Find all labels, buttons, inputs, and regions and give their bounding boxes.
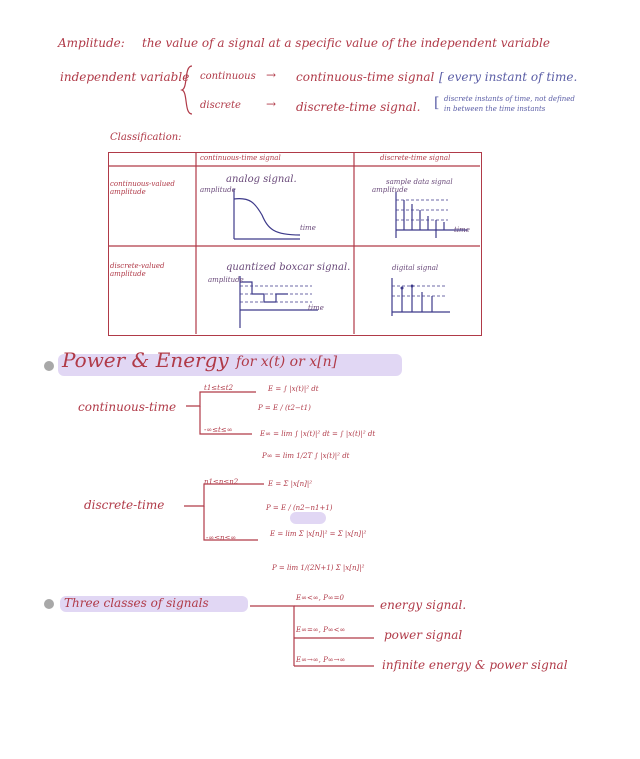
discrete-note-1: discrete instants of time, not defined [444,95,575,103]
classification-title: Classification: [110,132,182,143]
arrow-icon: → [266,68,277,82]
digital-signal-label: digital signal [392,264,439,272]
row-header-continuous: continuous-valued amplitude [110,180,175,196]
arrow-icon-2: → [266,97,277,111]
class-condition-3: E∞→∞, P∞→∞ [296,656,346,664]
digital-signal-plot [386,276,466,326]
sample-data-signal-label: sample data signal [386,178,453,186]
d-energy-2: E = lim Σ |x[n]|² = Σ |x[n]|² [270,530,367,538]
quantized-amplitude-label: amplitude [208,276,244,284]
amplitude-axis-label: amplitude [200,186,236,194]
class-type-3: infinite energy & power signal [382,658,568,672]
bullet-icon [44,361,54,371]
power-energy-title: Power & Energy [62,348,229,372]
class-type-2: power signal [384,628,463,642]
continuous-label: continuous [200,71,256,82]
sampled-time-label: time [454,226,470,234]
class-condition-2: E∞=∞, P∞<∞ [296,626,346,634]
discrete-time-label: discrete-time [84,498,165,512]
discrete-branch-lines [184,476,274,586]
discrete-time-signal: discrete-time signal. [296,100,421,114]
continuous-note: [ every instant of time. [439,70,578,84]
independent-variable-label: independent variable [60,70,190,84]
d-power-2: P = lim 1/(2N+1) Σ |x[n]|² [272,564,365,572]
d-power-1: P = E / (n2−n1+1) [266,504,333,512]
amplitude-label: Amplitude: [58,36,125,50]
d-range-2: -∞≤n≤∞ [206,534,237,542]
col-header-continuous: continuous-time signal [200,154,281,162]
bullet-icon-2 [44,599,54,609]
highlight-denominator [290,512,326,524]
amplitude-definition: the value of a signal at a specific value of the independent variable [142,36,550,50]
three-classes-title: Three classes of signals [64,596,209,610]
analog-signal-label: analog signal. [226,174,297,185]
continuous-time-signal: continuous-time signal [296,70,435,84]
bracket-icon: [ [434,95,440,111]
continuous-time-label: continuous-time [78,400,177,414]
c-energy-1: E = ∫ |x(t)|² dt [268,385,319,393]
discrete-note-2: in between the time instants [444,105,546,113]
class-type-1: energy signal. [380,598,467,612]
c-power-1: P = E / (t2−t1) [258,404,311,412]
d-energy-1: E = Σ |x[n]|² [268,480,313,488]
c-energy-2: E∞ = lim ∫ |x(t)|² dt = ∫ |x(t)|² dt [260,430,376,438]
discrete-label: discrete [200,100,241,111]
d-range-1: n1≤n≤n2 [204,478,239,486]
sampled-signal-plot [368,190,478,246]
c-power-2: P∞ = lim 1/2T ∫ |x(t)|² dt [262,452,350,460]
power-energy-subtitle: for x(t) or x[n] [236,354,338,370]
c-range-1: t1≤t≤t2 [204,384,234,392]
col-header-discrete: discrete-time signal [380,154,451,162]
c-range-2: -∞≤t≤∞ [204,426,233,434]
time-axis-label: time [300,224,316,232]
row-header-discrete: discrete-valued amplitude [110,262,165,278]
quantized-time-label: time [308,304,324,312]
curly-brace [180,64,196,116]
analog-signal-plot [200,185,320,245]
quantized-boxcar-label: quantized boxcar signal. [226,262,351,273]
sampled-amplitude-label: amplitude [372,186,408,194]
three-classes-lines [250,600,380,676]
class-condition-1: E∞<∞, P∞=0 [296,594,344,602]
continuous-branch-lines [186,388,266,458]
